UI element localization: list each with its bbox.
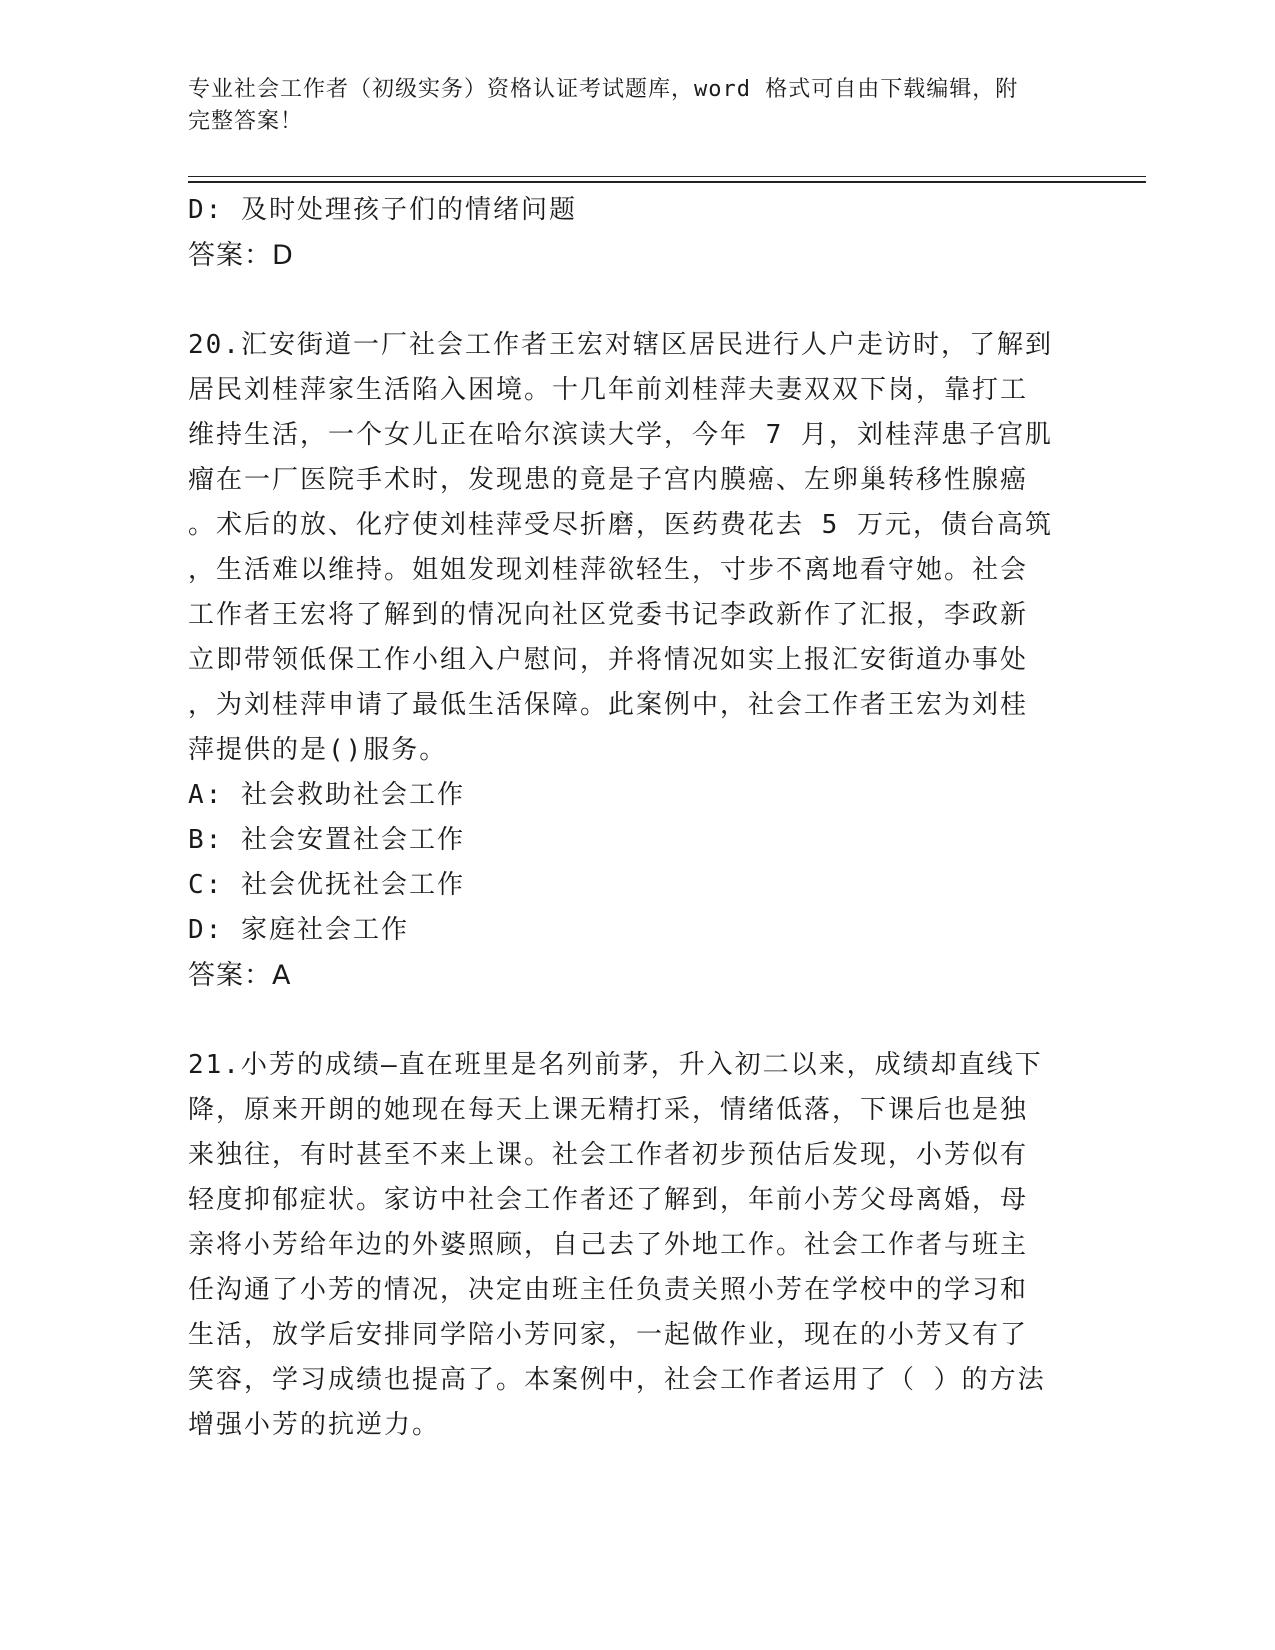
question-text-line: 工作者王宏将了解到的情况向社区党委书记李政新作了汇报，李政新 [188, 600, 1029, 630]
option-a: A: 社会救助社会工作 [188, 780, 465, 810]
question-text-line: 生活，放学后安排同学陪小芳冋家，一起做作业，现在的小芳又有了 [188, 1320, 1029, 1350]
question-text-line: 。术后的放、化疗使刘桂萍受尽折磨，医药费花去 5 万元，债台高筑 [188, 510, 1053, 540]
question-21 [188, 1043, 1068, 1448]
page-header [188, 74, 1068, 138]
document-body [188, 188, 1068, 1448]
question-text-line: 萍提供的是()服务。 [188, 735, 448, 765]
question-text-line: 轻度抑郁症状。家访中社会工作者还了解到，年前小芳父母离婚，母 [188, 1185, 1029, 1215]
question-text-line: 增强小芳的抗逆力。 [188, 1410, 441, 1440]
question-text-line: ，为刘桂萍申请了最低生活保障。此案例中，社会工作者王宏为刘桂 [188, 690, 1029, 720]
answer-label: 答案：D [188, 240, 294, 271]
option-c: C: 社会优抚社会工作 [188, 870, 465, 900]
question-text-line: 居民刘桂萍家生活陷入困境。十几年前刘桂萍夫妻双双下岗，靠打工 [188, 375, 1029, 405]
question-text-line: 维持生活，一个女儿正在哈尔滨读大学，今年 7 月，刘桂萍患子宫肌 [188, 420, 1053, 450]
question-text-line: 瘤在一厂医院手术时，发现患的竟是子宫内膜癌、左卵巢转移性腺癌 [188, 465, 1029, 495]
header-line-1: 专业社会工作者（初级实务）资格认证考试题库，word 格式可自由下载编辑，附 [188, 77, 1019, 102]
question-20 [188, 323, 1068, 999]
question-text-line: 降，原来开朗的她现在每天上课无精打采，情绪低落，下课后也是独 [188, 1095, 1029, 1125]
header-divider-thin [188, 176, 1146, 177]
option-d: D: 家庭社会工作 [188, 915, 409, 945]
previous-question-tail [188, 188, 1068, 279]
question-text-line: 21.小芳的成绩—直在班里是名列前茅，升入初二以来，成绩却直线下 [188, 1050, 1043, 1080]
header-line-2: 完整答案！ [188, 109, 304, 134]
question-text-line: 笑容，学习成绩也提高了。本案例中，社会工作者运用了（ ）的方法 [188, 1365, 1046, 1395]
option-b: B: 社会安置社会工作 [188, 825, 465, 855]
question-text-line: 来独往，有时甚至不来上课。社会工作者初步预估后发现，小芳似有 [188, 1140, 1029, 1170]
question-text-line: ，生活难以维持。姐姐发现刘桂萍欲轻生，寸步不离地看守她。社会 [188, 555, 1029, 585]
question-text-line: 任沟通了小芳的情况，决定由班主任负责关照小芳在学校中的学习和 [188, 1275, 1029, 1305]
question-text-line: 20.汇安街道一厂社会工作者王宏对辖区居民进行人户走访时，了解到 [188, 330, 1053, 360]
question-text-line: 亲将小芳给年边的外婆照顾，自己去了外地工作。社会工作者与班主 [188, 1230, 1029, 1260]
header-divider-thick [188, 181, 1146, 183]
option-d: D: 及时处理孩子们的情绪问题 [188, 195, 577, 225]
answer-label: 答案：A [188, 960, 292, 991]
question-text-line: 立即带领低保工作小组入户慰问，并将情况如实上报汇安街道办事处 [188, 645, 1029, 675]
